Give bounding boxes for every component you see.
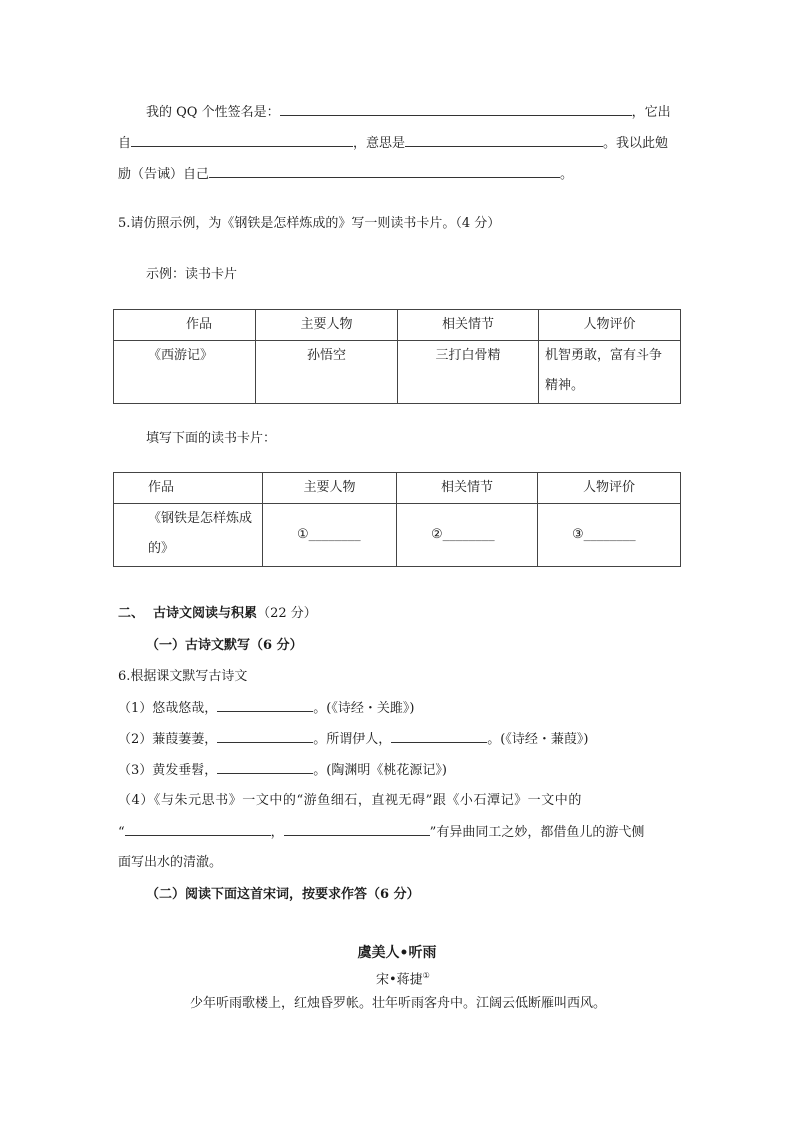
fill-reading-card <box>113 472 681 567</box>
example-reading-card <box>113 309 681 404</box>
answer-blank[interactable] <box>125 822 271 836</box>
answer-blank[interactable] <box>217 698 313 712</box>
cell-evaluation-blank[interactable]: ③________ <box>538 504 681 567</box>
fill-label: 填写下面的读书卡片： <box>146 431 277 446</box>
q6-item-1: （1）悠哉悠哉， 。(《诗经・关雎》) <box>118 698 414 719</box>
cell-character: 孙悟空 <box>256 341 398 404</box>
cell-work: 《钢铁是怎样炼成的》 <box>114 504 263 567</box>
cell-character-blank[interactable]: ①________ <box>263 504 397 567</box>
q6-item-2: （2）蒹葭萋萋， 。所谓伊人， 。(《诗经・蒹葭》) <box>118 729 588 750</box>
footnote-mark: ① <box>422 971 430 980</box>
qq-source-blank[interactable] <box>131 133 353 147</box>
q6-title: 6.根据课文默写古诗文 <box>118 669 248 684</box>
answer-blank[interactable] <box>284 822 430 836</box>
poem-author: 宋•蒋捷① <box>376 971 430 988</box>
poem-line-1: 少年听雨歌楼上，红烛昏罗帐。壮年听雨客舟中。江阔云低断雁叫西风。 <box>190 996 607 1011</box>
qq-meaning-blank[interactable] <box>405 133 603 147</box>
header-plot: 相关情节 <box>397 473 538 504</box>
qq-line-2: 自 ，意思是 。我以此勉 <box>118 133 668 154</box>
q6-item-4-line-3: 面写出水的清澈。 <box>118 855 223 870</box>
q6-item-4-line-2: “ ， ”有异曲同工之妙，都借鱼儿的游弋侧 <box>118 822 644 843</box>
cell-plot-blank[interactable]: ②________ <box>397 504 538 567</box>
subsection-1-heading: （一）古诗文默写（6 分） <box>146 638 303 653</box>
section-2-heading: 二、 古诗文阅读与积累（22 分） <box>118 606 317 621</box>
header-character: 主要人物 <box>256 310 398 341</box>
table-row <box>114 310 681 341</box>
qq-line-3: 励（告诫）自己 。 <box>118 164 573 185</box>
qq-label: 我的 QQ 个性签名是： <box>146 105 280 120</box>
cell-work: 《西游记》 <box>114 341 256 404</box>
header-work: 作品 <box>114 473 263 504</box>
cell-plot: 三打白骨精 <box>398 341 539 404</box>
subsection-2-heading: （二）阅读下面这首宋词，按要求作答（6 分） <box>146 887 420 902</box>
header-evaluation: 人物评价 <box>539 310 681 341</box>
answer-blank[interactable] <box>217 729 313 743</box>
table-row <box>114 473 681 504</box>
qq-motto-blank[interactable] <box>209 164 560 178</box>
q6-item-3: （3）黄发垂髫， 。(陶渊明《桃花源记》) <box>118 760 447 781</box>
header-character: 主要人物 <box>263 473 397 504</box>
example-label: 示例：读书卡片 <box>146 267 238 282</box>
q6-item-4-line-1: （4）《与朱元思书》一文中的“游鱼细石，直视无碍”跟《小石潭记》一文中的 <box>118 793 582 808</box>
qq-signature-blank[interactable] <box>280 102 632 116</box>
answer-blank[interactable] <box>391 729 487 743</box>
answer-blank[interactable] <box>217 760 313 774</box>
header-evaluation: 人物评价 <box>538 473 681 504</box>
table-row <box>114 341 681 404</box>
qq-line-1: 我的 QQ 个性签名是： ，它出 <box>146 102 671 123</box>
cell-evaluation: 机智勇敢，富有斗争精神。 <box>539 341 681 404</box>
header-work: 作品 <box>114 310 256 341</box>
header-plot: 相关情节 <box>398 310 539 341</box>
poem-title: 虞美人•听雨 <box>357 945 437 961</box>
table-row <box>114 504 681 567</box>
q5-title: 5.请仿照示例，为《钢铁是怎样炼成的》写一则读书卡片。（4 分） <box>118 216 501 231</box>
